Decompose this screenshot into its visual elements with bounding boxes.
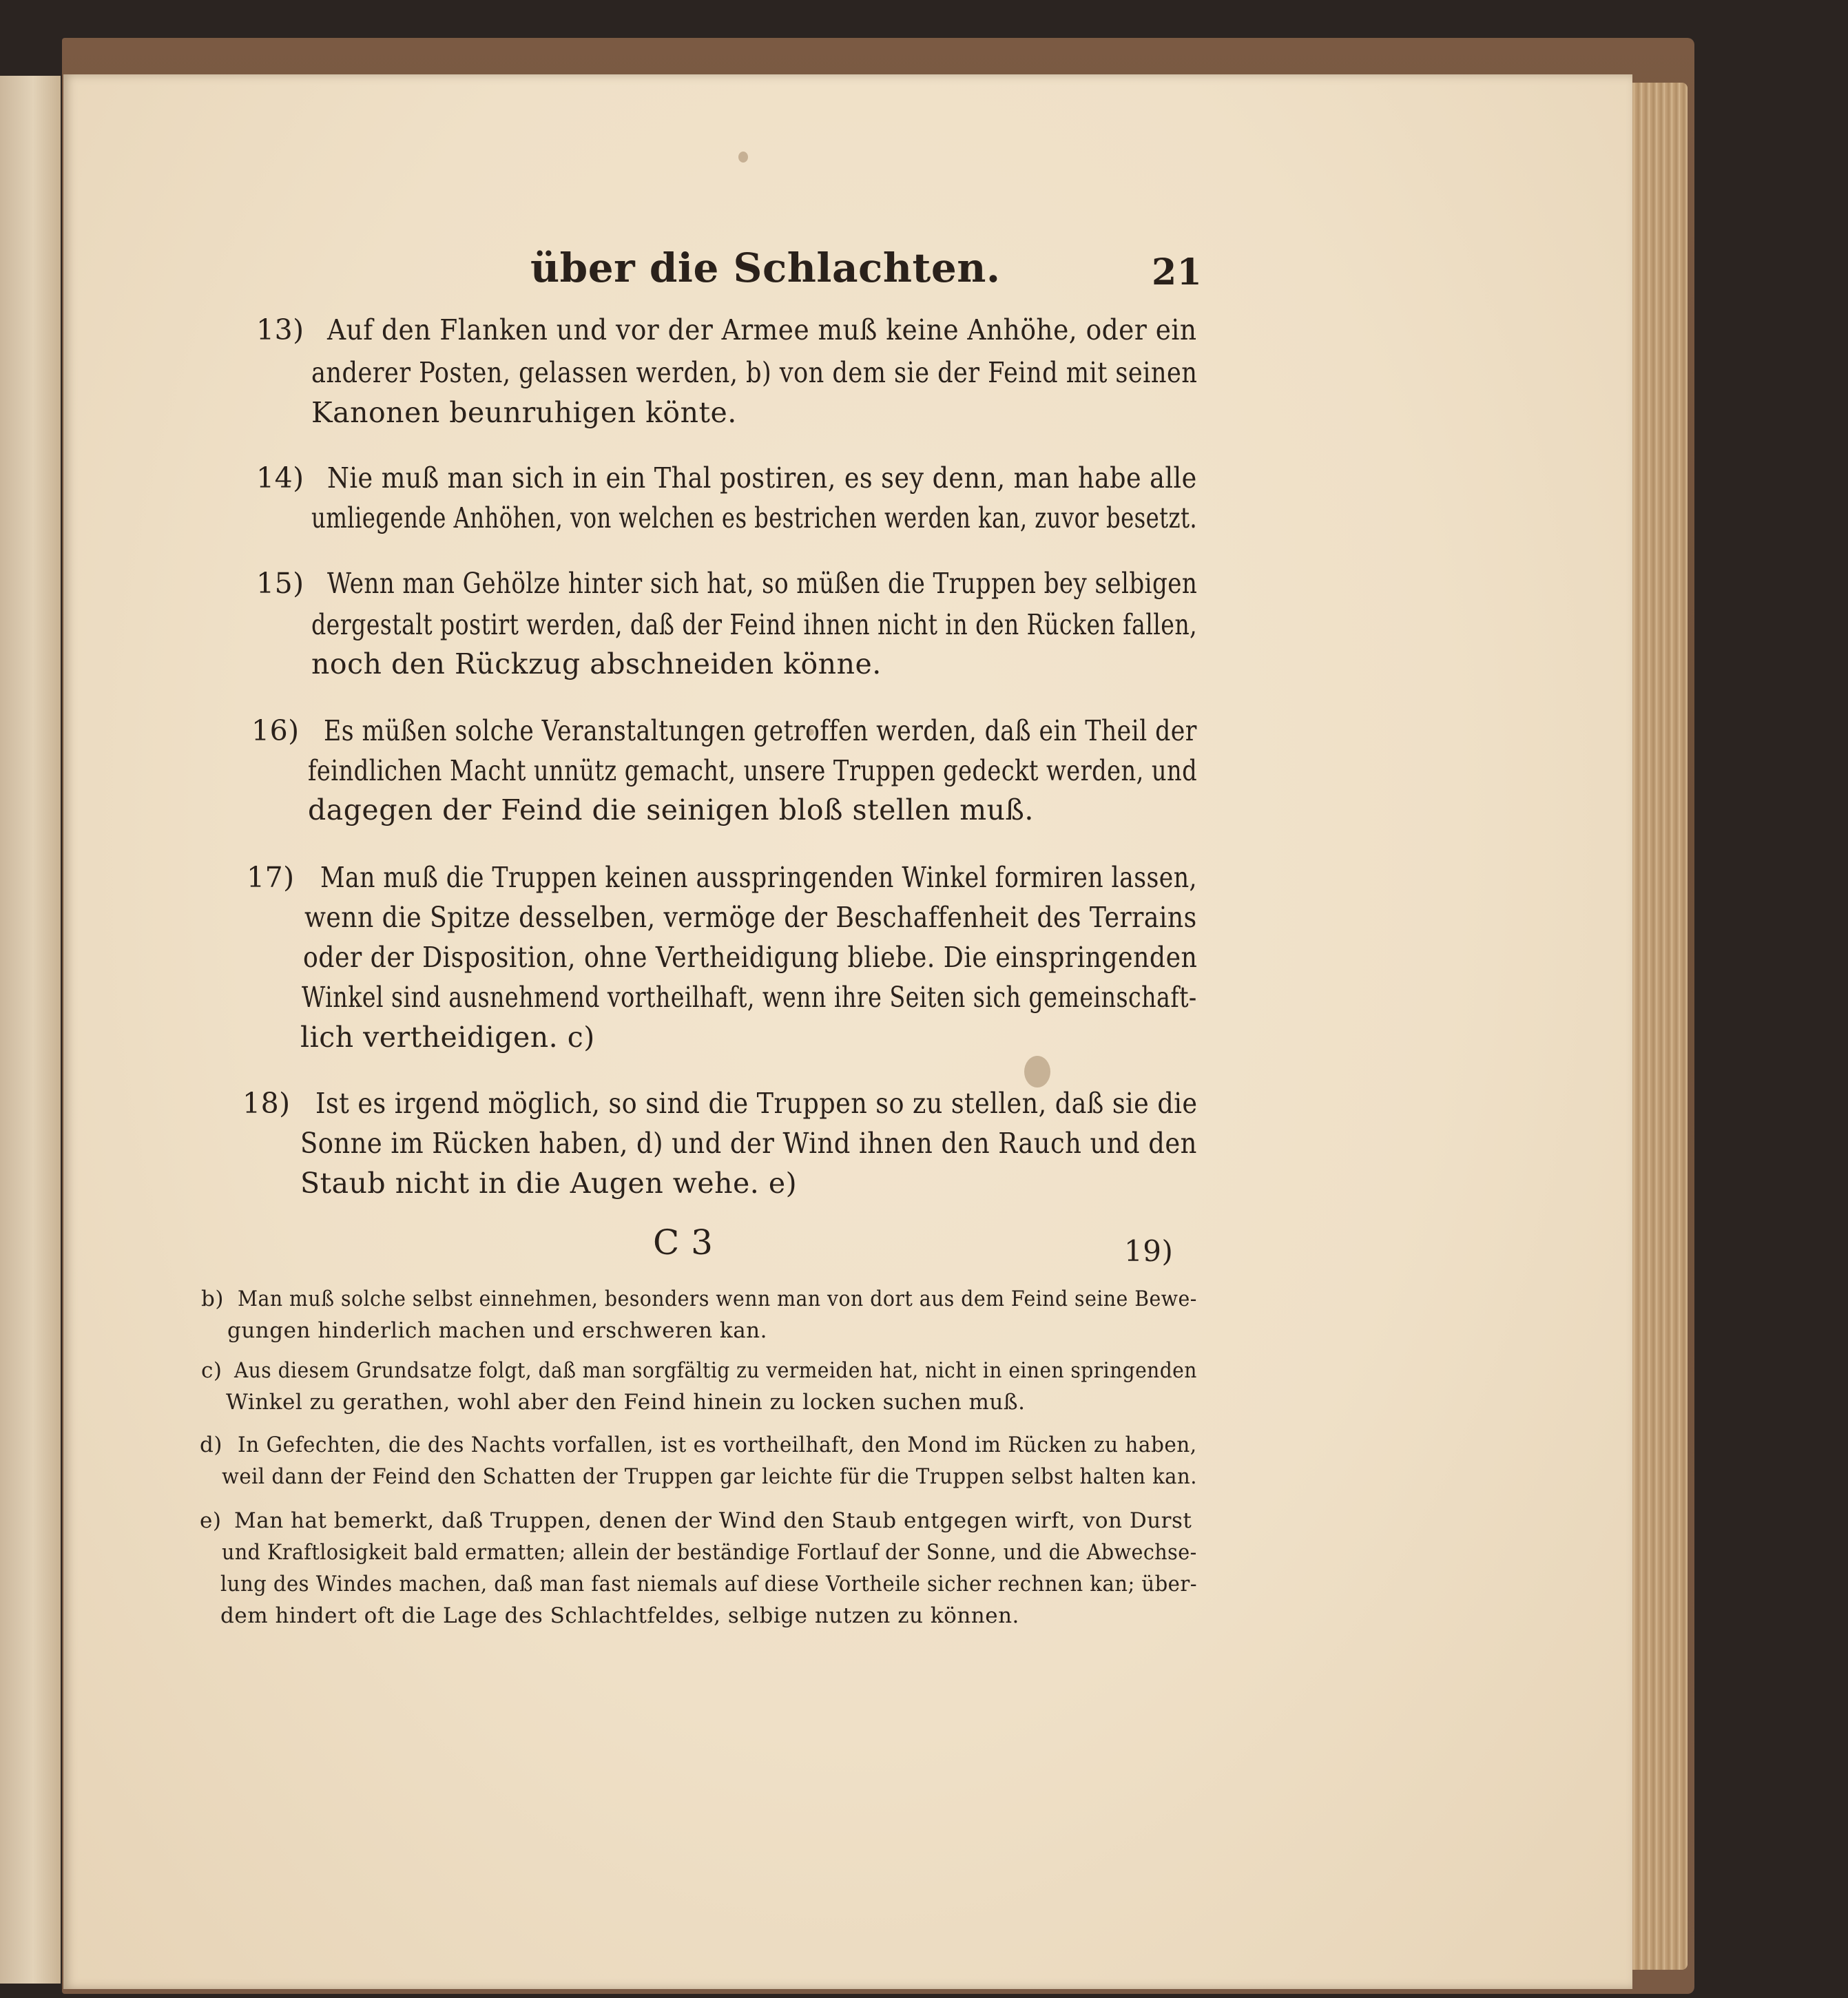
facing-page-sliver — [0, 76, 61, 1984]
body-line: lich vertheidigen. c) — [300, 1021, 595, 1054]
body-line: anderer Posten, gelassen werden, b) von dem sie der Feind mit seinen — [311, 356, 1198, 389]
catchword: 19) — [1124, 1234, 1174, 1268]
footnote-mark: e) — [200, 1508, 222, 1533]
footnote-line: Man muß solche selbst einnehmen, besonders wenn man von dort aus dem Feind seine Bewe- — [238, 1287, 1197, 1311]
item-number: 18) — [242, 1087, 291, 1120]
body-line: dergestalt postirt werden, daß der Feind ihnen nicht in den Rücken fallen, — [311, 608, 1198, 641]
footnote-mark: c) — [201, 1358, 222, 1383]
footnote-line: Man hat bemerkt, daß Truppen, denen der Wind den Staub entgegen wirft, von Durst — [234, 1508, 1192, 1533]
body-line: Man muß die Truppen keinen ausspringenden Winkel formiren lassen, — [320, 861, 1197, 894]
body-line: Auf den Flanken und vor der Armee muß keine Anhöhe, oder ein — [327, 313, 1197, 346]
footnote-mark: b) — [201, 1287, 224, 1311]
foxing-stain — [738, 152, 748, 163]
item-number: 16) — [251, 714, 300, 747]
item-number: 15) — [256, 567, 304, 600]
item-number: 13) — [256, 313, 304, 346]
body-line: noch den Rückzug abschneiden könne. — [311, 647, 882, 680]
running-title: über die Schlachten. — [530, 244, 1001, 291]
footnote-line: lung des Windes machen, daß man fast niemals auf diese Vortheile sicher rechnen kan; über- — [220, 1572, 1197, 1596]
body-line: feindlichen Macht unnütz gemacht, unsere Truppen gedeckt werden, und — [308, 754, 1198, 787]
body-line: Sonne im Rücken haben, d) und der Wind ihnen den Rauch und den — [300, 1127, 1197, 1160]
body-line: oder der Disposition, ohne Vertheidigung bliebe. Die einspringenden — [303, 941, 1198, 974]
footnote-line: und Kraftlosigkeit bald ermatten; allein der beständige Fortlauf der Sonne, und die Abwechse- — [222, 1540, 1197, 1565]
body-line: Es müßen solche Veranstaltungen getroffen werden, daß ein Theil der — [324, 714, 1197, 747]
body-line: dagegen der Feind die seinigen bloß stellen muß. — [308, 793, 1034, 826]
footnote-line: Aus diesem Grundsatze folgt, daß man sorgfältig zu vermeiden hat, nicht in einen springenden — [234, 1358, 1197, 1383]
body-line: wenn die Spitze desselben, vermöge der Beschaffenheit des Terrains — [304, 901, 1197, 934]
body-line: Nie muß man sich in ein Thal postiren, es sey denn, man habe alle — [327, 461, 1197, 495]
body-line: Ist es irgend möglich, so sind die Truppen so zu stellen, daß sie die — [315, 1087, 1198, 1120]
foxing-stain — [1024, 1056, 1050, 1088]
footnote-line: dem hindert oft die Lage des Schlachtfeldes, selbige nutzen zu können. — [220, 1603, 1019, 1628]
page-number: 21 — [1152, 251, 1203, 293]
item-number: 14) — [256, 461, 304, 495]
footnote-line: weil dann der Feind den Schatten der Truppen gar leichte für die Truppen selbst halten kan. — [222, 1464, 1197, 1489]
body-line: Staub nicht in die Augen wehe. e) — [300, 1167, 798, 1200]
footnote-mark: d) — [200, 1433, 222, 1457]
footnote-line: Winkel zu gerathen, wohl aber den Feind hinein zu locken suchen muß. — [226, 1390, 1026, 1415]
body-line: Wenn man Gehölze hinter sich hat, so müßen die Truppen bey selbigen — [327, 567, 1198, 600]
footnote-line: gungen hinderlich machen und erschweren kan. — [227, 1318, 767, 1343]
body-line: Winkel sind ausnehmend vortheilhaft, wenn ihre Seiten sich gemeinschaft- — [302, 981, 1197, 1014]
body-line: umliegende Anhöhen, von welchen es bestrichen werden kan, zuvor besetzt. — [311, 501, 1198, 534]
signature-mark: C 3 — [653, 1222, 714, 1262]
footnote-line: In Gefechten, die des Nachts vorfallen, ist es vortheilhaft, den Mond im Rücken zu haben, — [238, 1433, 1197, 1457]
item-number: 17) — [247, 861, 295, 894]
body-line: Kanonen beunruhigen könte. — [311, 396, 737, 429]
